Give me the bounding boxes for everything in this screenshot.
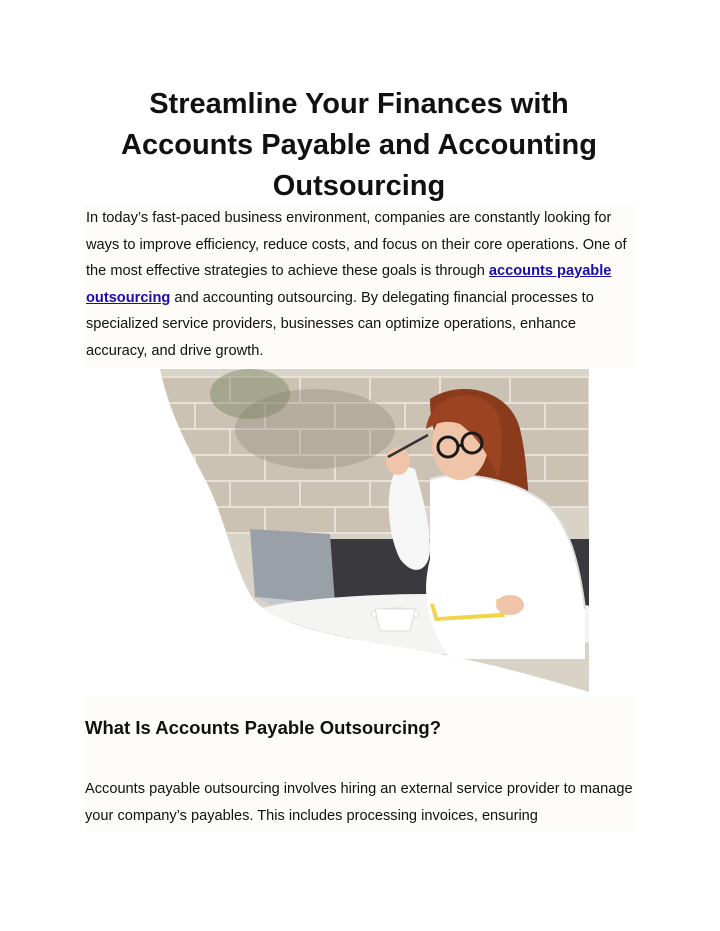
accounts-payable-outsourcing-link[interactable]: accounts payable outsourcing xyxy=(86,263,612,306)
title-line-2: Accounts Payable and Accounting xyxy=(121,129,597,161)
woman-reviewing-documents-photo xyxy=(130,369,589,692)
intro-paragraph xyxy=(84,205,635,365)
intro-text-before-link: In today’s fast-paced business environment, companies are constantly looking for ways to improve efficiency, reduce costs, and focus on their core operations. One of the most effective strategies to achieve these goals is through xyxy=(86,210,627,280)
intro-panel xyxy=(84,205,635,368)
section-heading: What Is Accounts Payable Outsourcing? xyxy=(85,717,442,738)
intro-text-after-link: and accounting outsourcing. By delegating financial processes to specialized service providers, businesses can optimize operations, enhance accuracy, and drive growth. xyxy=(86,289,594,359)
section-paragraph: Accounts payable outsourcing involves hiring an external service provider to manage your company’s payables. This includes processing invoices, ensuring xyxy=(85,781,633,824)
section-panel xyxy=(84,697,635,831)
page-title xyxy=(84,84,634,207)
title-line-3: Outsourcing xyxy=(272,170,446,202)
title-line-1: Streamline Your Finances with xyxy=(149,88,569,120)
